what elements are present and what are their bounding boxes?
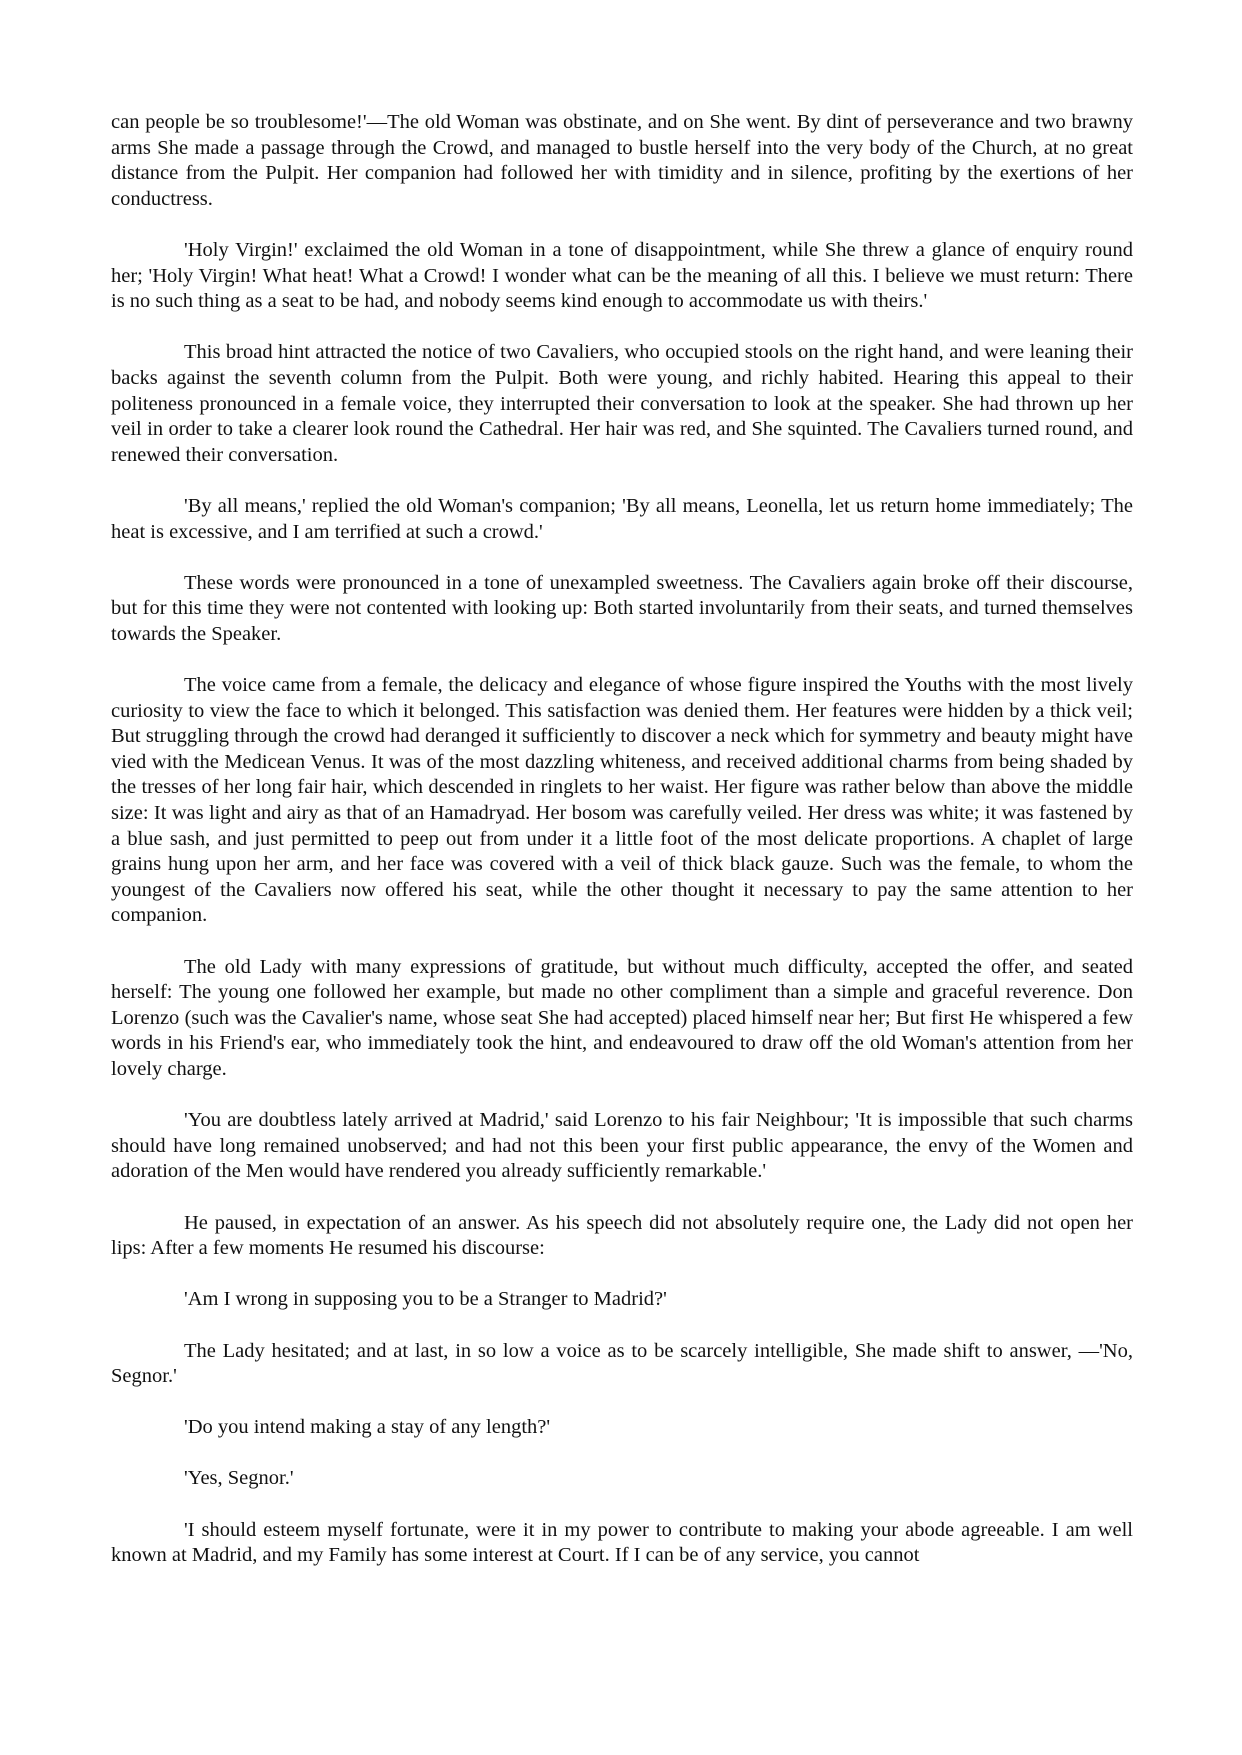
paragraph-1: can people be so troublesome!'—The old Woman was obstinate, and on She went. By dint of perseverance and two brawny arms She made a passage through the Crowd, and managed to bustle herself into the very body of the Church, at no great distance from the Pulpit. Her companion had followed her with timidity and in silence, profiting by the exertions of her conductress. [111,111,1133,210]
document-page [111,110,1133,1569]
paragraph-7: The old Lady with many expressions of gratitude, but without much difficulty, accepted the offer, and seated herself: The young one followed her example, but made no other compliment than a simple and graceful reverence. Don Lorenzo (such was the Cavalier's name, whose seat She had accepted) placed himself near her; But first He whispered a few words in his Friend's ear, who immediately took the hint, and endeavoured to draw off the old Woman's attention from her lovely charge. [111,955,1133,1080]
paragraph-13: 'Yes, Segnor.' [184,1467,294,1490]
paragraph-12: 'Do you intend making a stay of any length?' [184,1416,551,1439]
paragraph-4: 'By all means,' replied the old Woman's companion; 'By all means, Leonella, let us return home immediately; The heat is excessive, and I am terrified at such a crowd.' [111,494,1133,543]
paragraph-10: 'Am I wrong in supposing you to be a Stranger to Madrid?' [184,1288,667,1311]
paragraph-3: This broad hint attracted the notice of two Cavaliers, who occupied stools on the right hand, and were leaning their backs against the seventh column from the Pulpit. Both were young, and richly habited. Hearing this appeal to their politeness pronounced in a female voice, they interrupted their conversation to look at the speaker. She had thrown up her veil in order to take a clearer look round the Cathedral. Her hair was red, and She squinted. The Cavaliers turned round, and renewed their conversation. [111,341,1133,466]
paragraph-5: These words were pronounced in a tone of unexampled sweetness. The Cavaliers again broke off their discourse, but for this time they were not contented with looking up: Both started involuntarily from their seats, and turned themselves towards the Speaker. [111,571,1133,645]
paragraph-14: 'I should esteem myself fortunate, were it in my power to contribute to making your abode agreeable. I am well known at Madrid, and my Family has some interest at Court. If I can be of any service, you cannot [111,1518,1133,1567]
paragraph-2: 'Holy Virgin!' exclaimed the old Woman in a tone of disappointment, while She threw a glance of enquiry round her; 'Holy Virgin! What heat! What a Crowd! I wonder what can be the meaning of all this. I believe we must return: There is no such thing as a seat to be had, and nobody seems kind enough to accommodate us with theirs.' [111,238,1133,313]
paragraph-9: He paused, in expectation of an answer. As his speech did not absolutely require one, the Lady did not open her lips: After a few moments He resumed his discourse: [111,1211,1133,1260]
paragraph-8: 'You are doubtless lately arrived at Madrid,' said Lorenzo to his fair Neighbour; 'It is impossible that such charms should have long remained unobserved; and had not this been your first public appearance, the envy of the Women and adoration of the Men would have rendered you already sufficiently remarkable.' [111,1109,1133,1183]
paragraph-6: The voice came from a female, the delicacy and elegance of whose figure inspired the Youths with the most lively curiosity to view the face to which it belonged. This satisfaction was denied them. Her features were hidden by a thick veil; But struggling through the crowd had deranged it sufficiently to discover a neck which for symmetry and beauty might have vied with the Medicean Venus. It was of the most dazzling whiteness, and received additional charms from being shaded by the tresses of her long fair hair, which descended in ringlets to her waist. Her figure was rather below than above the middle size: It was light and airy as that of an Hamadryad. Her bosom was carefully veiled. Her dress was white; it was fastened by a blue sash, and just permitted to peep out from under it a little foot of the most delicate proportions. A chaplet of large grains hung upon her arm, and her face was covered with a veil of thick black gauze. Such was the female, to whom the youngest of the Cavaliers now offered his seat, while the other thought it necessary to pay the same attention to her companion. [111,674,1133,927]
paragraph-11: The Lady hesitated; and at last, in so low a voice as to be scarcely intelligible, She made shift to answer, —'No, Segnor.' [111,1339,1133,1388]
